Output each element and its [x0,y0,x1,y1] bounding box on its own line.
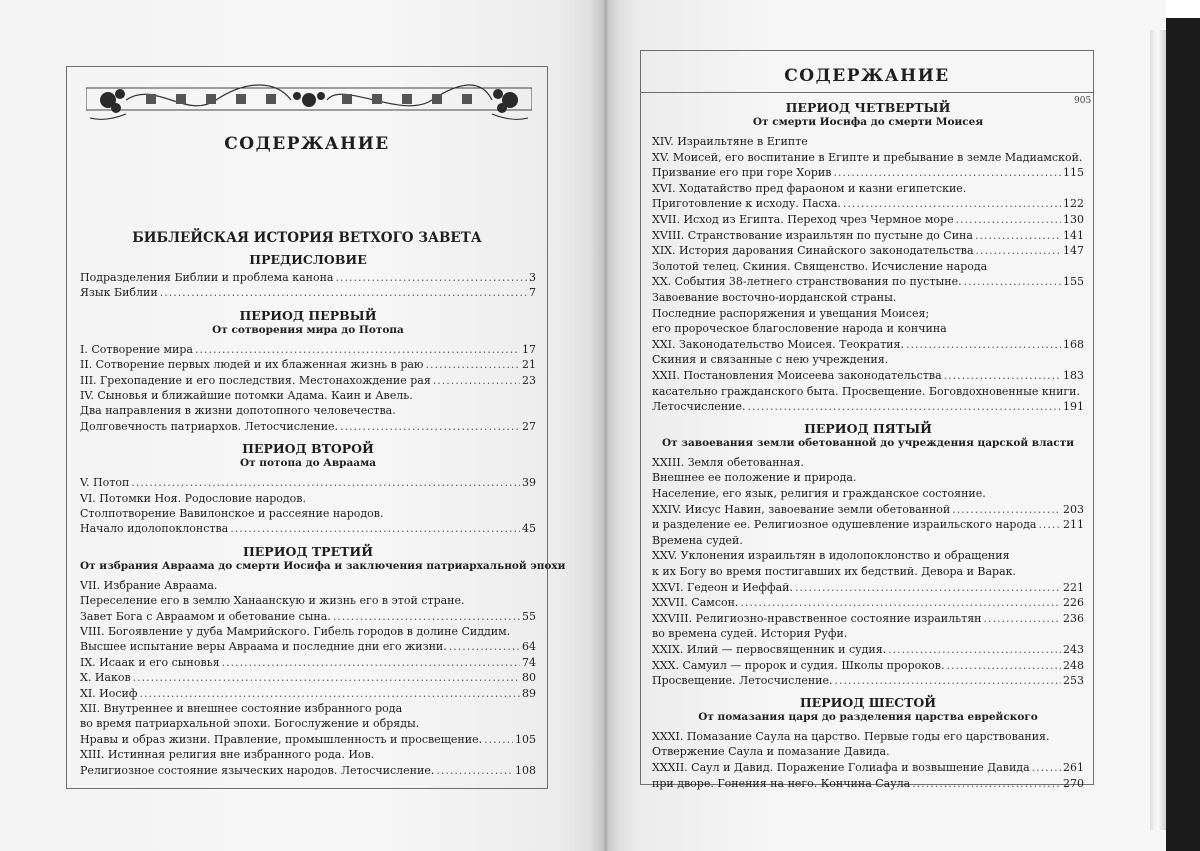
toc-entry[interactable] [652,134,1084,149]
section-subtitle: От потопа до Авраама [239,457,377,470]
toc-entry-text: XXIX. Илий — первосвященник и судия. [652,643,887,656]
toc-page-number: 226 [1063,596,1084,610]
toc-entry-text: Нравы и образ жизни. Правление, промышленность и просвещение. [80,732,483,746]
toc-entry[interactable] [80,763,536,778]
section-title: ПЕРИОД ПЯТЫЙ [804,420,932,436]
section-title: ПЕРИОД ПЕРВЫЙ [239,307,377,323]
toc-entry[interactable] [80,521,536,536]
toc-entry[interactable] [652,595,1084,610]
toc-entry[interactable] [652,729,1084,744]
toc-entry[interactable] [652,290,1084,305]
toc-entry[interactable] [652,486,1084,501]
toc-entry[interactable] [80,388,536,403]
toc-page-number: 89 [522,686,536,700]
toc-entry-text: XVII. Исход из Египта. Переход чрез Чермное море [652,213,954,226]
toc-entry[interactable] [652,259,1084,274]
toc-entry[interactable] [652,228,1084,243]
toc-entry[interactable] [652,384,1084,399]
toc-page-number: 23 [522,373,536,387]
toc-entry-text: к их Богу во время постигавших их бедствий. Девора и Варак. [652,565,1017,578]
toc-entry[interactable] [80,747,536,762]
toc-entry-text: Времена судей. [652,533,743,547]
dot-leader [340,419,520,434]
toc-page-number: 253 [1063,674,1084,688]
dot-leader [433,373,520,388]
toc-entry-text: XXVIII. Религиозно-нравственное состояние израильтян [652,611,982,625]
toc-entry-text: XXVI. Гедеон и Иеффай. [652,580,794,594]
book-title: БИБЛЕЙСКАЯ ИСТОРИЯ ВЕТХОГО ЗАВЕТА [132,230,482,246]
toc-entry[interactable] [652,337,1084,352]
toc-entry-text: при дворе. Гонения на него. Кончина Саула [652,776,911,790]
section-subtitle: От смерти Иосифа до смерти Моисея [752,116,984,128]
left-page-header: СОДЕРЖАНИЕ [224,134,390,154]
header-rule [641,92,1093,93]
toc-page-number: 108 [515,763,536,777]
toc-entry[interactable] [652,642,1084,657]
toc-page-number: 211 [1063,518,1084,532]
dot-leader [740,595,1061,610]
book-gutter [590,0,620,851]
dot-leader [335,270,527,285]
toc-entry[interactable] [80,373,536,388]
toc-entry[interactable] [80,670,536,685]
toc-entry-text: IX. Исаак и его сыновья [80,655,220,669]
toc-entry[interactable] [652,517,1084,532]
toc-entry[interactable] [652,611,1084,626]
dot-leader [912,776,1061,791]
dot-leader [195,342,520,357]
toc-entry-text: Летосчисление. [652,400,746,414]
page-number: 905 [1074,96,1092,106]
dot-leader [795,580,1061,595]
dot-leader [230,521,520,536]
toc-entry[interactable] [80,270,536,285]
toc-page-number: 236 [1063,611,1084,625]
toc-entry[interactable] [80,578,536,593]
toc-entry[interactable] [80,639,536,654]
section-title: ПЕРИОД ЧЕТВЕРТЫЙ [785,100,951,115]
toc-entry-text: I. Сотворение мира [80,342,193,356]
toc-page-number: 203 [1063,502,1084,516]
toc-entry-text: XIV. Израильтяне в Египте [652,135,808,148]
toc-entry-text: Переселение его в землю Ханаанскую и жизнь его в этой стране. [80,594,465,608]
toc-entry-text: Столпотворение Вавилонское и рассеяние народов. [80,507,384,520]
toc-page-number: 270 [1063,776,1084,790]
page-edges [1150,30,1166,830]
toc-entry-text: XXIII. Земля обетованная. [652,455,804,469]
toc-entry-text: X. Иаков [80,671,131,685]
toc-entry[interactable] [80,419,536,434]
section-subtitle: От завоевания земли обетованной до учреждения царской власти [661,436,1074,449]
toc-entry[interactable] [80,593,536,608]
toc-entry-text: VIII. Богоявление у дуба Мамрийского. Гибель городов в долине Сиддим. [80,625,511,638]
toc-entry[interactable] [80,506,536,521]
toc-entry[interactable] [652,776,1084,791]
dot-leader [160,285,527,300]
toc-entry-text: Завоевание восточно-иорданской страны. [652,291,897,304]
toc-entry-text: Золотой телец. Скиния. Священство. Исчисление народа [652,259,988,273]
dot-leader [946,658,1061,673]
toc-entry[interactable] [652,626,1084,641]
dot-leader [976,243,1061,258]
toc-entry[interactable] [652,533,1084,548]
toc-entry-text: Внешнее ее положение и природа. [652,471,857,485]
dot-leader [333,609,520,624]
toc-entry-text: XX. События 38-летнего странствования по пустыне. [652,275,962,289]
dot-leader [1032,760,1061,775]
toc-page-number: 168 [1063,337,1084,351]
toc-page-number: 55 [522,609,536,623]
toc-page-number: 27 [522,419,536,433]
toc-entry[interactable] [80,624,536,639]
toc-entry-text: Просвещение. Летосчисление. [652,674,833,688]
dot-leader [131,475,520,490]
toc-entry-text: Язык Библии [80,286,158,300]
toc-entry-text: II. Сотворение первых людей и их блаженная жизнь в раю [80,358,424,372]
toc-entry[interactable] [80,491,536,506]
toc-entry-text: Подразделения Библии и проблема канона [80,271,334,284]
toc-entry[interactable] [652,274,1084,289]
toc-entry-text: XXIV. Иисус Навин, завоевание земли обетованной [652,502,951,516]
toc-entry-text: Население, его язык, религия и гражданское состояние. [652,487,986,500]
toc-entry[interactable] [652,673,1084,688]
toc-entry-text: Отвержение Саула и помазание Давида. [652,745,890,759]
toc-entry[interactable] [652,196,1084,211]
toc-entry-text: Высшее испытание веры Авраама и последние дни его жизни. [80,640,447,654]
section-title: ПЕРИОД ВТОРОЙ [242,441,374,457]
dot-leader [952,502,1061,517]
toc-entry-text: Призвание его при горе Хорив [652,166,832,180]
toc-entry[interactable] [652,150,1084,165]
toc-entry[interactable] [80,732,536,747]
dot-leader [835,673,1061,688]
toc-page-number: 183 [1063,369,1084,382]
right-page-header: СОДЕРЖАНИЕ [784,66,950,86]
dot-leader [975,228,1061,243]
dot-leader [436,763,513,778]
toc-entry[interactable] [80,716,536,731]
toc-page-number: 261 [1063,761,1084,774]
toc-entry[interactable] [652,306,1084,321]
toc-entry-text: во времена судей. История Руфи. [652,627,848,641]
toc-entry-text: и разделение ее. Религиозное одушевление израильского народа [652,518,1037,532]
toc-page-number: 3 [529,271,536,284]
section-subtitle: От помазания царя до разделения царства еврейского [698,710,1038,723]
dot-leader [956,212,1061,227]
dot-leader [449,639,520,654]
toc-entry-text: XVI. Ходатайство пред фараоном и казни египетские. [652,181,967,195]
toc-entry[interactable] [652,564,1084,579]
toc-page-number: 105 [515,732,536,746]
toc-page-number: 191 [1063,400,1084,414]
toc-entry[interactable] [652,470,1084,485]
toc-entry-text: XXI. Законодательство Моисея. Теократия. [652,337,904,351]
toc-entry-text: XIX. История дарования Синайского законодательства [652,244,974,258]
toc-entry[interactable] [652,455,1084,470]
toc-entry[interactable] [652,165,1084,180]
toc-entry[interactable] [652,760,1084,775]
toc-page-number: 115 [1063,166,1084,180]
toc-entry-text: VII. Избрание Авраама. [80,578,218,592]
toc-entry-text: Последние распоряжения и увещания Моисея; [652,306,930,320]
dot-leader [133,670,520,685]
section-title: ПРЕДИСЛОВИЕ [249,252,367,267]
toc-page-number: 80 [522,671,536,685]
toc-entry-text: Два направления в жизни допотопного человечества. [80,404,396,418]
section-subtitle: От избрания Авраама до смерти Иосифа и заключения патриархальной эпохи [80,559,566,572]
toc-entry-text: XXX. Самуил — пророк и судия. Школы пророков. [652,658,945,672]
toc-entry-text: XVIII. Странствование израильтян по пустыне до Сина [652,228,973,242]
toc-entry-text: XV. Моисей, его воспитание в Египте и пребывание в земле Мадиамской. [652,150,1083,164]
toc-entry[interactable] [652,744,1084,759]
dot-leader [222,655,520,670]
toc-entry-text: XXVII. Самсон. [652,596,739,610]
toc-page-number: 7 [529,286,536,300]
toc-page-number: 45 [522,522,536,536]
toc-entry[interactable] [80,655,536,670]
toc-entry-text: Приготовление к исходу. Пасха. [652,197,841,211]
dot-leader [1038,517,1061,532]
toc-entry-text: Завет Бога с Авраамом и обетование сына. [80,609,331,623]
section-title: ПЕРИОД ТРЕТИЙ [242,543,374,559]
toc-entry[interactable] [80,609,536,624]
toc-entry-text: во время патриархальной эпохи. Богослужение и обряды. [80,717,420,731]
toc-entry[interactable] [652,502,1084,517]
toc-page-number: 248 [1063,658,1084,672]
toc-page-number: 21 [522,358,536,372]
toc-entry[interactable] [652,580,1084,595]
toc-page-number: 221 [1063,580,1084,594]
toc-entry-text: Долговечность патриархов. Летосчисление. [80,419,339,433]
toc-entry-text: Начало идолопоклонства [80,522,229,536]
dot-leader [944,368,1061,383]
toc-entry-text: Скиния и связанные с нею учреждения. [652,353,889,367]
toc-entry-text: его пророческое благословение народа и кончина [652,322,947,336]
toc-entry-text: III. Грехопадение и его последствия. Местонахождение рая [80,373,431,387]
dot-leader [833,165,1061,180]
toc-entry-text: XXXII. Саул и Давид. Поражение Голиафа и возвышение Давида [652,761,1030,774]
toc-entry[interactable] [652,368,1084,383]
toc-entry[interactable] [80,403,536,418]
toc-page-number: 147 [1063,244,1084,258]
toc-page-number: 64 [522,640,536,654]
toc-page-number: 141 [1063,228,1084,242]
toc-entry[interactable] [80,342,536,357]
toc-page-number: 39 [522,476,536,490]
section-subtitle: От сотворения мира до Потопа [212,323,404,336]
toc-page-number: 17 [522,342,536,356]
toc-entry-text: Религиозное состояние языческих народов. Летосчисление. [80,763,435,777]
section-title: ПЕРИОД ШЕСТОЙ [799,694,937,710]
dot-leader [964,274,1061,289]
dot-leader [484,732,513,747]
toc-entry-text: XI. Иосиф [80,686,138,700]
toc-entry[interactable] [652,243,1084,258]
toc-entry-text: касательно гражданского быта. Просвещение. Боговдохновенные книги. [652,384,1080,398]
dot-leader [426,357,521,372]
toc-entry[interactable] [80,285,536,300]
toc-entry-text: V. Потоп [80,476,130,490]
toc-page-number: 74 [522,655,536,669]
toc-entry-text: XXII. Постановления Моисеева законодательства [652,369,942,382]
toc-entry[interactable] [652,352,1084,367]
dot-leader [748,399,1062,414]
dot-leader [983,611,1061,626]
toc-entry-text: XXXI. Помазание Саула на царство. Первые годы его царствования. [652,729,1050,743]
dot-leader [843,196,1061,211]
toc-entry-text: XXV. Уклонения израильтян в идолопоклонство и обращения [652,549,1010,563]
toc-entry[interactable] [652,399,1084,414]
toc-entry[interactable] [652,658,1084,673]
dot-leader [906,337,1061,352]
toc-entry[interactable] [652,212,1084,227]
toc-page-number: 130 [1063,213,1084,226]
toc-entry-text: IV. Сыновья и ближайшие потомки Адама. Каин и Авель. [80,389,413,402]
dot-leader [140,686,521,701]
book-cover [1166,18,1200,851]
toc-entry[interactable] [80,357,536,372]
toc-entry-text: VI. Потомки Ноя. Родословие народов. [80,491,306,505]
toc-entry[interactable] [652,321,1084,336]
toc-entry[interactable] [80,686,536,701]
toc-entry[interactable] [80,475,536,490]
toc-page-number: 122 [1063,197,1084,211]
grapevine-ornament-icon [86,78,532,124]
toc-page-number: 155 [1063,275,1084,289]
dot-leader [888,642,1061,657]
toc-entry[interactable] [652,548,1084,563]
toc-entry-text: XII. Внутреннее и внешнее состояние избранного рода [80,702,403,715]
toc-page-number: 243 [1063,643,1084,656]
toc-entry[interactable] [652,181,1084,196]
toc-entry-text: XIII. Истинная религия вне избранного рода. Иов. [80,748,375,762]
toc-entry[interactable] [80,701,536,716]
